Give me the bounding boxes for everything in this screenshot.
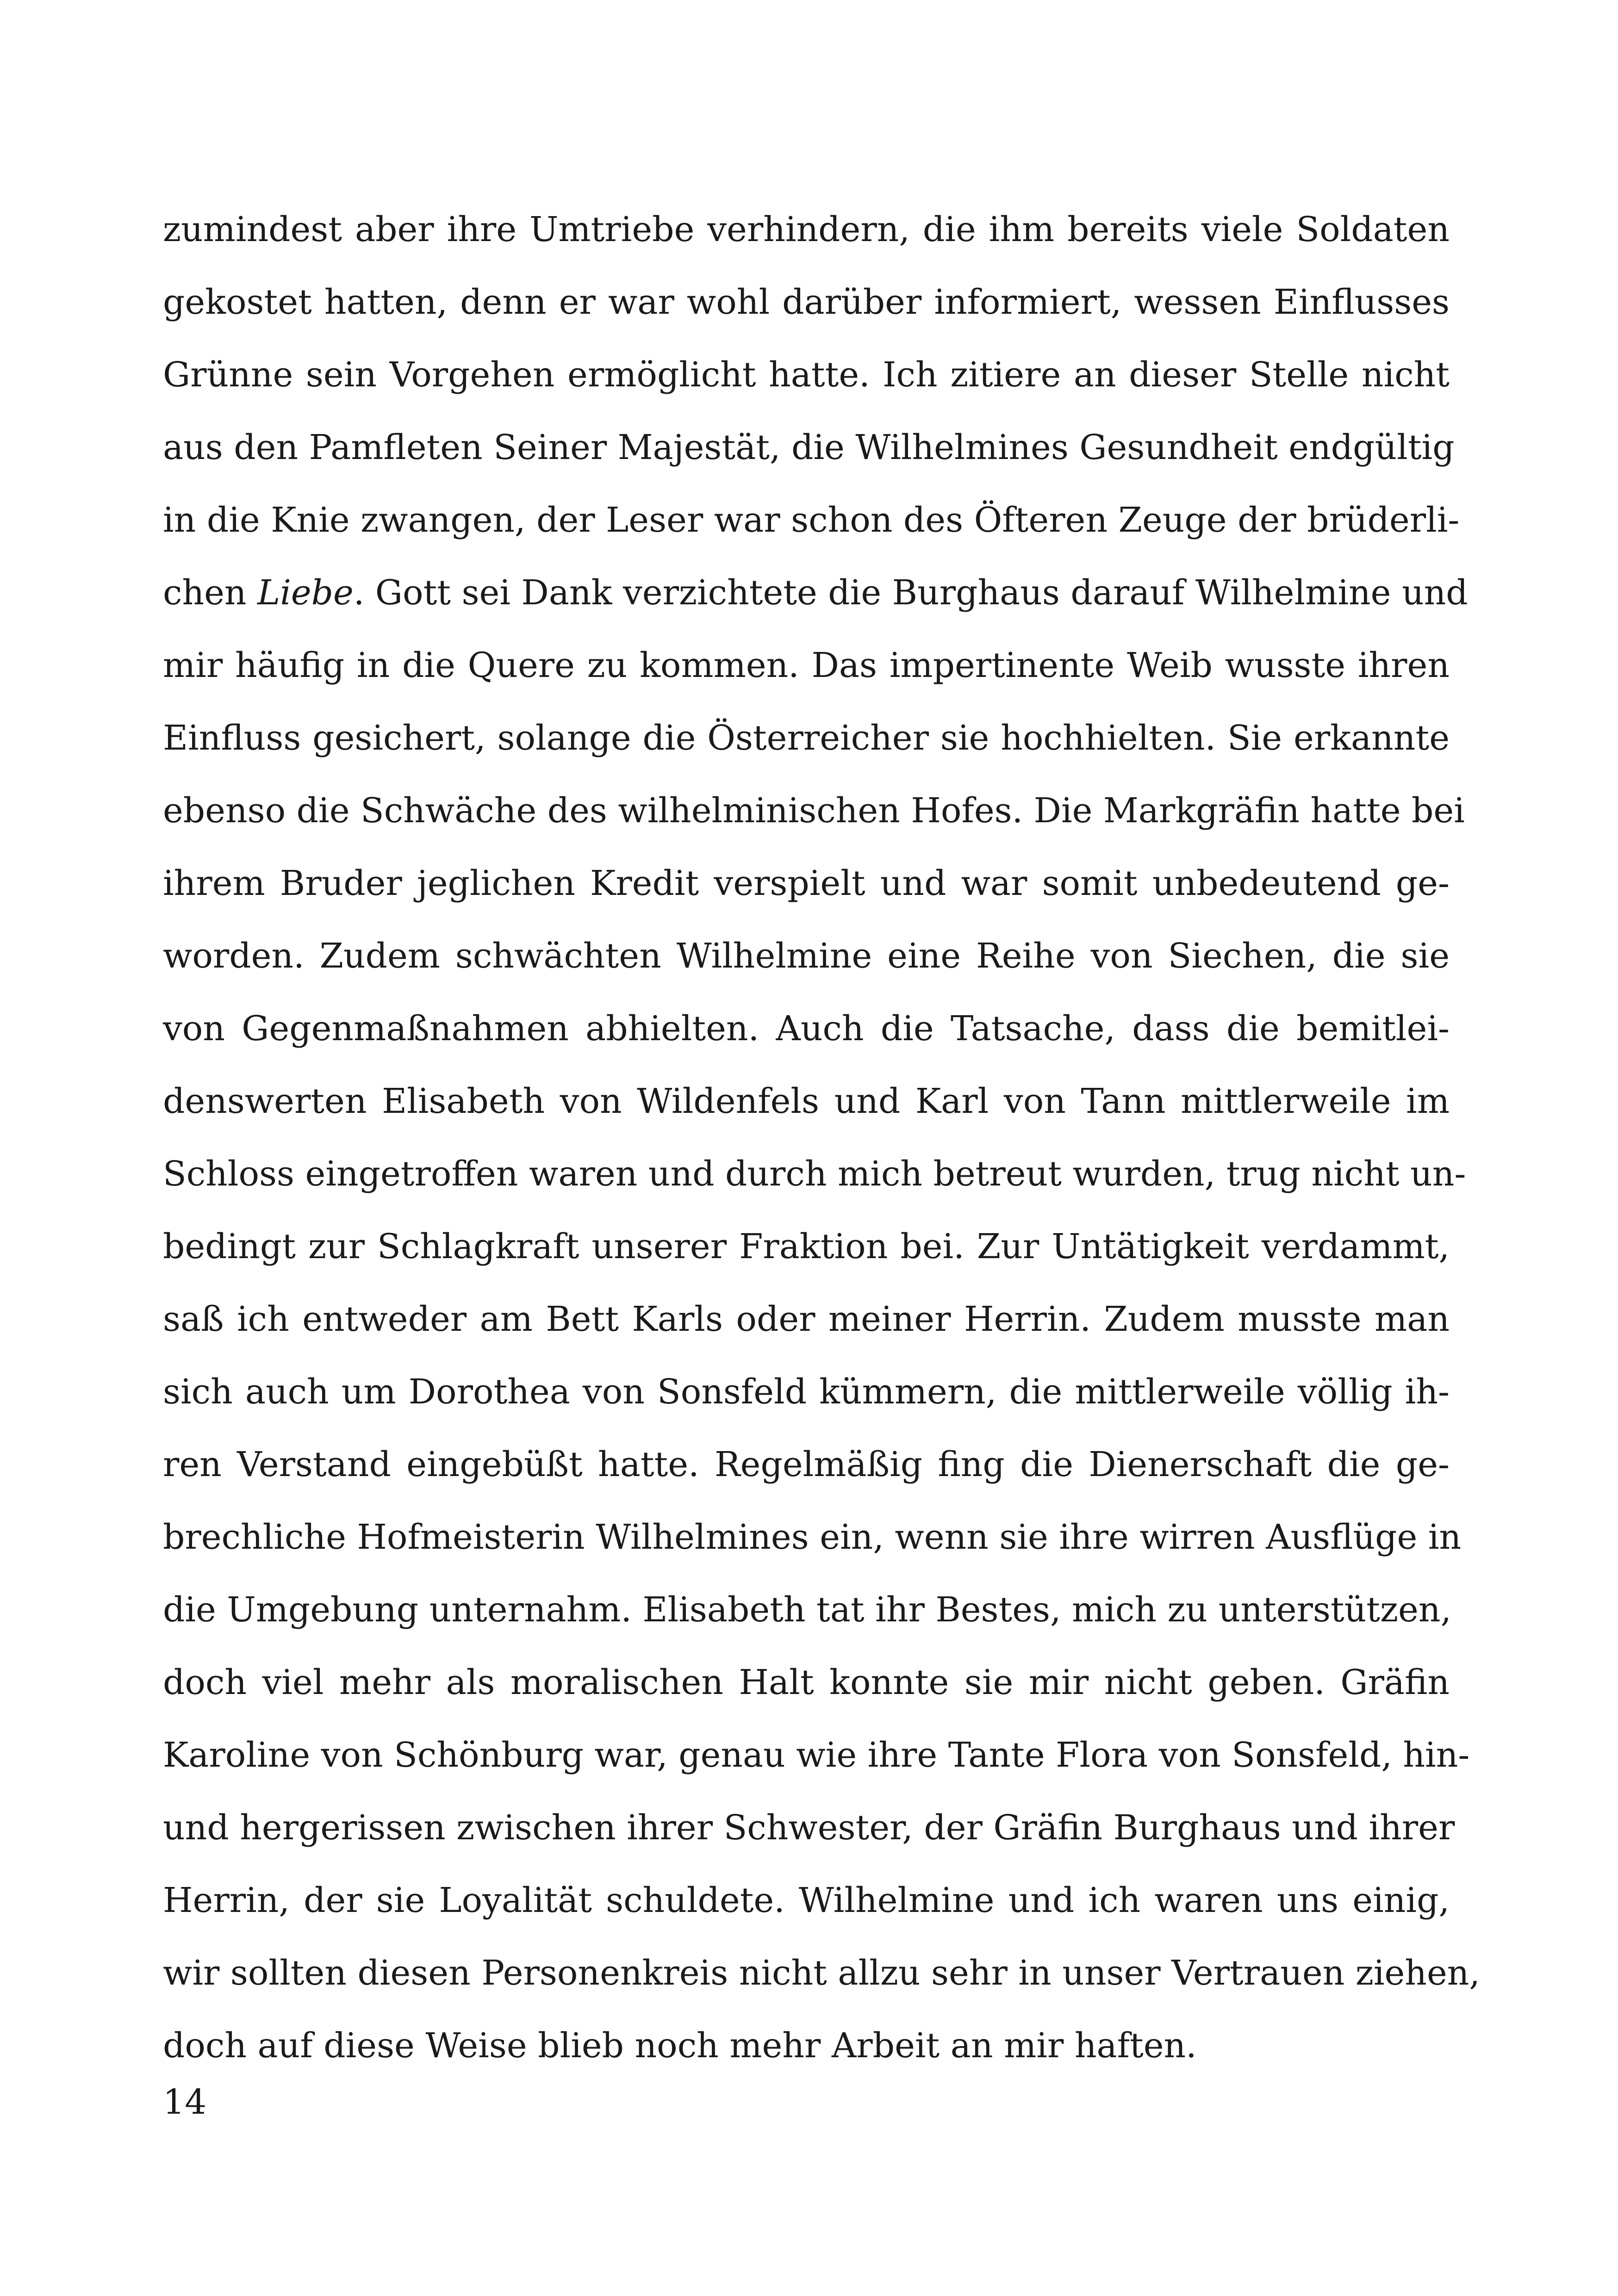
text-line: Grünne sein Vorgehen ermöglicht hatte. Ich zitiere an dieser Stelle nicht [163,355,1450,395]
body-text [163,193,1480,2082]
text-line: zumindest aber ihre Umtriebe verhindern, die ihm bereits viele Soldaten [163,210,1450,249]
emphasized-word: Liebe [257,573,354,613]
text-line: Einfluss gesichert, solange die Österreicher sie hochhielten. Sie erkannte [163,718,1450,758]
text-line: doch viel mehr als moralischen Halt konnte sie mir nicht geben. Gräfin [163,1663,1450,1702]
page-number: 14 [163,2082,207,2122]
text-line: saß ich entweder am Bett Karls oder meiner Herrin. Zudem musste man [163,1299,1450,1339]
text-line: mir häufig in die Quere zu kommen. Das impertinente Weib wusste ihren [163,645,1450,685]
text-line: Schloss eingetroffen waren und durch mich betreut wurden, trug nicht un- [163,1154,1466,1194]
text-line: in die Knie zwangen, der Leser war schon des Öfteren Zeuge der brüderli- [163,500,1460,540]
text-line: ren Verstand eingebüßt hatte. Regelmäßig fing die Dienerschaft die ge- [163,1445,1450,1484]
text-line: sich auch um Dorothea von Sonsfeld kümmern, die mittlerweile völlig ih- [163,1372,1450,1412]
text-line: von Gegenmaßnahmen abhielten. Auch die Tatsache, dass die bemitlei- [163,1009,1450,1049]
text-line-rest: Gott sei Dank verzichtete die Burghaus darauf Wilhelmine und [375,573,1468,613]
text-line: gekostet hatten, denn er war wohl darüber informiert, wessen Einflusses [163,282,1450,322]
text-line: die Umgebung unternahm. Elisabeth tat ihr Bestes, mich zu unterstützen, [163,1590,1451,1630]
text-line: Karoline von Schönburg war, genau wie ihre Tante Flora von Sonsfeld, hin- [163,1735,1470,1775]
text-line: denswerten Elisabeth von Wildenfels und Karl von Tann mittlerweile im [163,1081,1450,1121]
text-line: ihrem Bruder jeglichen Kredit verspielt und war somit unbedeutend ge- [163,863,1450,903]
text-line: bedingt zur Schlagkraft unserer Fraktion bei. Zur Untätigkeit verdammt, [163,1227,1450,1266]
text-line-punct: . [353,573,365,613]
text-line: worden. Zudem schwächten Wilhelmine eine Reihe von Siechen, die sie [163,936,1450,976]
text-line: Herrin, der sie Loyalität schuldete. Wilhelmine und ich waren uns einig, [163,1880,1450,1920]
text-line: wir sollten diesen Personenkreis nicht allzu sehr in unser Vertrauen ziehen, [163,1953,1480,1993]
text-line: aus den Pamfleten Seiner Majestät, die Wilhelmines Gesundheit endgültig [163,428,1455,467]
text-line: doch auf diese Weise blieb noch mehr Arbeit an mir haften. [163,2026,1197,2066]
text-line: ebenso die Schwäche des wilhelminischen Hofes. Die Markgräfin hatte bei [163,791,1465,831]
text-line [163,557,1468,629]
text-line-prefix: chen [163,573,258,613]
text-line: brechliche Hofmeisterin Wilhelmines ein, wenn sie ihre wirren Ausflüge in [163,1517,1462,1557]
text-line: und hergerissen zwischen ihrer Schwester, der Gräfin Burghaus und ihrer [163,1808,1455,1848]
